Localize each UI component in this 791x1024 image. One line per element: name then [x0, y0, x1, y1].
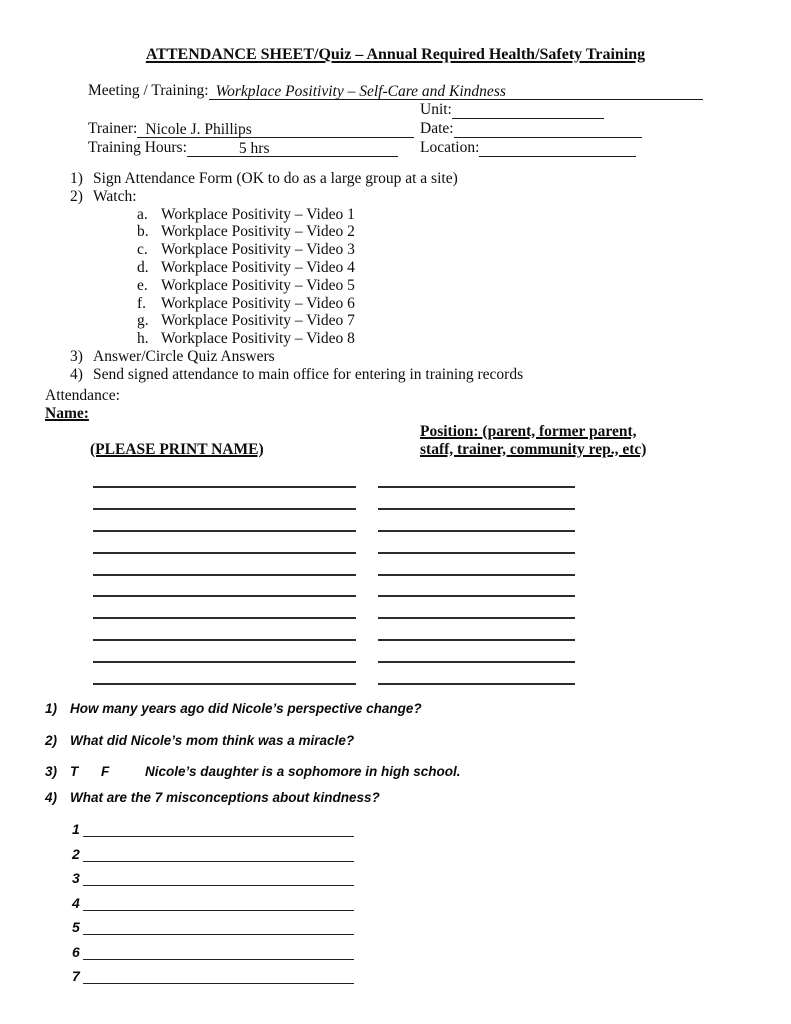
signature-row: [93, 597, 791, 619]
quiz-question-4: 4) What are the 7 misconceptions about kindness?: [45, 789, 380, 805]
unit-label: Unit:: [420, 101, 452, 118]
signature-row: [93, 510, 791, 532]
meeting-field[interactable]: Workplace Positivity – Self-Care and Kindness: [209, 83, 703, 100]
signature-row: [93, 532, 791, 554]
video-item: e. Workplace Positivity – Video 5: [137, 276, 355, 294]
answer-blank-line[interactable]: [83, 934, 354, 960]
name-blank-line[interactable]: [93, 661, 356, 685]
print-name-header: (PLEASE PRINT NAME): [90, 440, 264, 458]
trainer-date-row: [88, 119, 703, 138]
answer-blank-line[interactable]: [83, 885, 354, 911]
name-blank-line[interactable]: [93, 508, 356, 532]
position-blank-line[interactable]: [378, 661, 575, 685]
answer-blank-row: 4: [72, 886, 791, 911]
position-blank-line[interactable]: [378, 552, 575, 576]
hours-label: Training Hours:: [88, 139, 187, 156]
signature-rows: [93, 467, 791, 685]
position-blank-line[interactable]: [378, 508, 575, 532]
name-blank-line[interactable]: [93, 639, 356, 663]
name-blank-line[interactable]: [93, 552, 356, 576]
misconception-blanks: [72, 813, 791, 985]
meeting-row: [88, 81, 703, 100]
unit-field[interactable]: [452, 102, 604, 119]
date-label: Date:: [420, 120, 454, 137]
page-title: ATTENDANCE SHEET/Quiz – Annual Required Health/Safety Training: [145, 46, 646, 63]
trainer-field[interactable]: Nicole J. Phillips: [137, 121, 414, 138]
answer-blank-line[interactable]: [83, 861, 354, 887]
name-blank-line[interactable]: [93, 595, 356, 619]
quiz-question-1: 1) How many years ago did Nicole’s perspective change?: [45, 700, 422, 716]
video-item: h. Workplace Positivity – Video 8: [137, 330, 355, 348]
date-field[interactable]: [454, 121, 642, 138]
video-item: f. Workplace Positivity – Video 6: [137, 294, 355, 312]
video-item: b. Workplace Positivity – Video 2: [137, 223, 355, 241]
attendance-label: Attendance:: [45, 386, 120, 404]
location-label: Location:: [420, 139, 480, 156]
true-option[interactable]: T: [70, 763, 79, 779]
quiz-question-3: 3) T F Nicole’s daughter is a sophomore in high school.: [45, 763, 461, 779]
answer-blank-line[interactable]: [83, 910, 354, 936]
signature-row: [93, 663, 791, 685]
answer-blank-row: 2: [72, 837, 791, 862]
instruction-item-3: 3) Answer/Circle Quiz Answers: [70, 347, 275, 365]
signature-row: [93, 641, 791, 663]
instruction-item-4: 4) Send signed attendance to main office for entering in training records: [70, 365, 524, 383]
position-blank-line[interactable]: [378, 595, 575, 619]
signature-row: [93, 576, 791, 598]
hours-location-row: [88, 138, 703, 157]
trainer-label: Trainer:: [88, 120, 138, 137]
quiz-question-2: 2) What did Nicole’s mom think was a miracle?: [45, 732, 355, 748]
signature-column-headers: [90, 423, 791, 459]
signature-row: [93, 554, 791, 576]
meeting-label: Meeting / Training:: [88, 82, 209, 99]
name-blank-line[interactable]: [93, 465, 356, 489]
instruction-item-2: 2) Watch:: [70, 187, 137, 205]
name-blank-line[interactable]: [93, 574, 356, 598]
position-blank-line[interactable]: [378, 465, 575, 489]
answer-blank-row: 5: [72, 911, 791, 936]
name-label: Name:: [45, 404, 89, 422]
signature-row: [93, 488, 791, 510]
instruction-item-1: 1) Sign Attendance Form (OK to do as a large group at a site): [70, 170, 458, 187]
answer-blank-row: 6: [72, 935, 791, 960]
answer-blank-row: 3: [72, 862, 791, 887]
answer-blank-line[interactable]: [83, 959, 354, 985]
position-blank-line[interactable]: [378, 617, 575, 641]
answer-blank-row: 7: [72, 960, 791, 985]
position-header: Position: (parent, former parent, staff, trainer, community rep., etc): [420, 422, 647, 458]
header-fields: [88, 81, 703, 157]
signature-row: [93, 467, 791, 489]
location-field[interactable]: [479, 140, 636, 157]
video-list: [137, 206, 791, 348]
instructions-list: [70, 170, 791, 384]
video-item: d. Workplace Positivity – Video 4: [137, 258, 355, 276]
signature-row: [93, 619, 791, 641]
position-blank-line[interactable]: [378, 639, 575, 663]
answer-blank-line[interactable]: [83, 836, 354, 862]
position-blank-line[interactable]: [378, 574, 575, 598]
video-item: g. Workplace Positivity – Video 7: [137, 312, 355, 330]
quiz-section: [0, 700, 791, 985]
hours-field[interactable]: 5 hrs: [187, 140, 398, 157]
position-blank-line[interactable]: [378, 530, 575, 554]
position-blank-line[interactable]: [378, 486, 575, 510]
false-option[interactable]: F: [101, 763, 110, 779]
name-blank-line[interactable]: [93, 486, 356, 510]
answer-blank-line[interactable]: [83, 812, 354, 838]
unit-row: [88, 100, 703, 119]
video-item: c. Workplace Positivity – Video 3: [137, 241, 355, 259]
video-item: a. Workplace Positivity – Video 1: [137, 205, 355, 223]
answer-blank-row: 1: [72, 813, 791, 838]
name-blank-line[interactable]: [93, 617, 356, 641]
name-blank-line[interactable]: [93, 530, 356, 554]
